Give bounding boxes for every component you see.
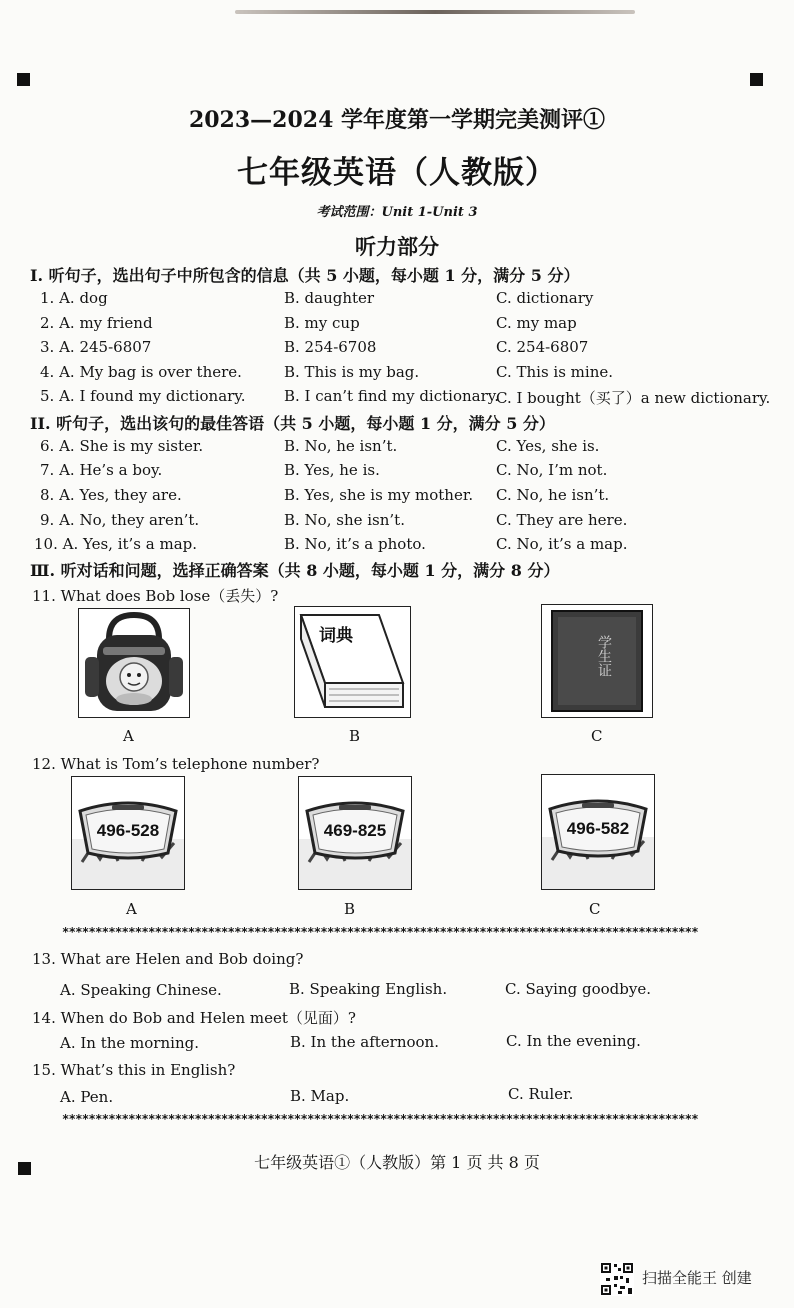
option-c: C. This is mine. [496, 363, 613, 381]
phone-screen-icon [72, 777, 184, 889]
option-a: 3. A. 245-6807 [40, 338, 152, 356]
option-a: 2. A. my friend [40, 314, 153, 332]
option-label: A [123, 727, 134, 745]
option-a: 1. A. dog [40, 289, 108, 307]
question-row [0, 314, 794, 338]
separator-line: ************************************************************************************************ [62, 1112, 698, 1126]
option-a: A. In the morning. [60, 1034, 199, 1052]
option-c: C. my map [496, 314, 577, 332]
option-label: B [349, 727, 361, 745]
option-a: 10. A. Yes, it’s a map. [34, 535, 198, 553]
phone-number-c: 496-582 [566, 819, 630, 838]
dictionary-label: 词典 [319, 626, 353, 646]
question-row [0, 289, 794, 313]
option-b: B. No, she isn’t. [284, 511, 405, 529]
option-b: B. Speaking English. [289, 980, 448, 998]
question-11: 11. What does Bob lose（丢失）? [32, 587, 279, 605]
dictionary-picture [294, 606, 411, 718]
option-c: C. 254-6807 [496, 338, 589, 356]
question-14: 14. When do Bob and Helen meet（见面）? [32, 1009, 356, 1027]
option-c: C. dictionary [496, 289, 594, 307]
question-row [0, 535, 794, 559]
qr-code-icon [600, 1262, 634, 1296]
option-a: 7. A. He’s a boy. [40, 461, 163, 479]
scanner-watermark: 扫描全能王 创建 [642, 1269, 752, 1287]
option-b: B. I can’t find my dictionary. [284, 387, 500, 405]
option-b: B. No, he isn’t. [284, 437, 398, 455]
corner-mark [750, 73, 763, 86]
backpack-icon [79, 609, 189, 717]
option-b: B. 254-6708 [284, 338, 377, 356]
student-card-picture [541, 604, 653, 718]
option-c: C. Yes, she is. [496, 437, 600, 455]
separator-line: ************************************************************************************************ [62, 925, 698, 939]
question-13: 13. What are Helen and Bob doing? [32, 950, 304, 968]
option-a: 6. A. She is my sister. [40, 437, 204, 455]
question-row [0, 437, 794, 461]
exam-scope: 考试范围：Unit 1-Unit 3 [316, 205, 478, 220]
subject-title: 七年级英语（人教版） [237, 155, 557, 191]
option-a: 9. A. No, they aren’t. [40, 511, 200, 529]
option-c: C. No, he isn’t. [496, 486, 610, 504]
option-c: C. In the evening. [506, 1032, 641, 1050]
phone-number-picture [71, 776, 185, 890]
part3-heading: Ⅲ. 听对话和问题，选择正确答案（共 8 小题，每小题 1 分，满分 8 分） [30, 561, 560, 580]
option-b: B. This is my bag. [284, 363, 420, 381]
id-card-icon [542, 605, 652, 717]
option-a: A. Pen. [60, 1088, 114, 1106]
option-c: C. They are here. [496, 511, 628, 529]
phone-number-picture [298, 776, 412, 890]
section-title: 听力部分 [355, 234, 439, 259]
option-label: C [591, 727, 603, 745]
question-12: 12. What is Tom’s telephone number? [32, 755, 320, 773]
scan-edge-line [235, 10, 635, 14]
option-c: C. No, I’m not. [496, 461, 608, 479]
option-b: B. Map. [290, 1087, 350, 1105]
option-label: B [344, 900, 356, 918]
option-c: C. No, it’s a map. [496, 535, 628, 553]
card-label: 学生证 [596, 635, 612, 677]
corner-mark [17, 73, 30, 86]
phone-number-b: 469-825 [323, 821, 387, 840]
phone-number-picture [541, 774, 655, 890]
question-row [0, 486, 794, 510]
option-b: B. In the afternoon. [290, 1033, 439, 1051]
question-row [0, 363, 794, 387]
question-row [0, 461, 794, 485]
option-b: B. Yes, she is my mother. [284, 486, 474, 504]
phone-screen-icon [299, 777, 411, 889]
option-b: B. Yes, he is. [284, 461, 380, 479]
option-a: 5. A. I found my dictionary. [40, 387, 246, 405]
phone-number-a: 496-528 [96, 821, 160, 840]
question-row [0, 511, 794, 535]
option-a: 4. A. My bag is over there. [40, 363, 242, 381]
option-a: A. Speaking Chinese. [60, 981, 222, 999]
book-icon [295, 607, 410, 717]
option-b: B. daughter [284, 289, 375, 307]
page-footer: 七年级英语①（人教版）第 1 页 共 8 页 [254, 1153, 540, 1172]
phone-screen-icon [542, 775, 654, 889]
option-c: C. Saying goodbye. [505, 980, 651, 998]
option-b: B. No, it’s a photo. [284, 535, 426, 553]
question-row [0, 387, 794, 411]
part2-heading: II. 听句子，选出该句的最佳答语（共 5 小题，每小题 1 分，满分 5 分） [30, 414, 555, 433]
option-label: C [589, 900, 601, 918]
part1-heading: I. 听句子，选出句子中所包含的信息（共 5 小题，每小题 1 分，满分 5 分） [30, 266, 580, 285]
option-c: C. I bought（买了）a new dictionary. [496, 389, 771, 407]
option-b: B. my cup [284, 314, 360, 332]
question-15: 15. What’s this in English? [32, 1061, 236, 1079]
option-a: 8. A. Yes, they are. [40, 486, 182, 504]
backpack-picture [78, 608, 190, 718]
option-label: A [126, 900, 137, 918]
exam-title: 2023—2024 学年度第一学期完美测评① [188, 107, 606, 133]
option-c: C. Ruler. [508, 1085, 574, 1103]
question-row [0, 338, 794, 362]
